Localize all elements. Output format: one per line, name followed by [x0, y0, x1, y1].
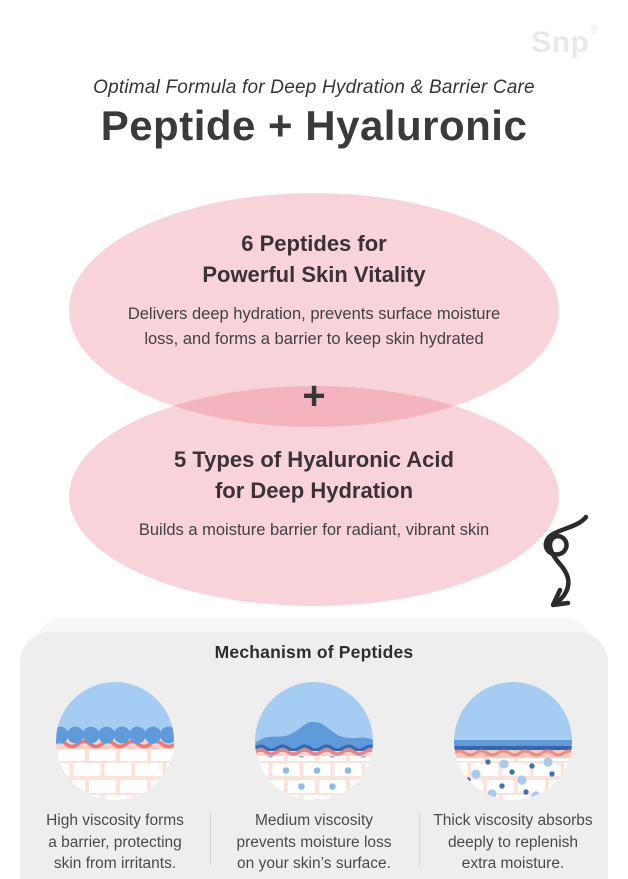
peptides-body-line2: loss, and forms a barrier to keep skin hydrated [144, 329, 484, 348]
caption-line: skin from irritants. [53, 855, 177, 873]
medium-viscosity-surface-diagram [255, 682, 373, 800]
plus-sign: + [302, 374, 326, 418]
registered-mark-icon: ® [590, 24, 599, 36]
caption-divider [210, 812, 211, 866]
peptides-body [104, 302, 524, 352]
peptides-body-line1: Delivers deep hydration, prevents surface moisture [127, 305, 501, 323]
brand-logo [531, 26, 598, 60]
caption-thick-viscosity [420, 810, 606, 875]
high-viscosity-barrier-diagram [56, 682, 174, 800]
page-title: Peptide + Hyaluronic [100, 102, 528, 149]
thick-viscosity-absorb-diagram [454, 682, 572, 800]
peptides-heading [94, 228, 534, 290]
hyaluronic-heading-line2: for Deep Hydration [214, 478, 414, 504]
caption-line: Medium viscosity [255, 812, 373, 829]
caption-high-viscosity [22, 810, 208, 875]
caption-line: on your skin’s surface. [237, 855, 391, 873]
caption-line: extra moisture. [461, 855, 565, 873]
caption-line: prevents moisture loss [236, 833, 392, 851]
hyaluronic-heading [94, 444, 534, 506]
hyaluronic-heading-line1: 5 Types of Hyaluronic Acid [174, 447, 454, 472]
caption-line: a barrier, protecting [48, 833, 182, 851]
caption-line: deeply to replenish [447, 833, 579, 851]
curly-arrow-icon [528, 514, 600, 614]
hyaluronic-body-line1: Builds a moisture barrier for radiant, vibrant skin [138, 521, 490, 539]
mechanism-title: Mechanism of Peptides [214, 642, 414, 662]
caption-medium-viscosity [221, 810, 407, 875]
caption-line: Thick viscosity absorbs [433, 812, 593, 829]
subtitle: Optimal Formula for Deep Hydration & Barrier Care [93, 77, 535, 98]
caption-line: High viscosity forms [46, 812, 184, 829]
peptides-heading-line2: Powerful Skin Vitality [202, 262, 426, 288]
peptides-heading-line1: 6 Peptides for [241, 231, 387, 256]
brand-logo-text: Snp [531, 26, 590, 59]
hyaluronic-body [94, 518, 534, 543]
